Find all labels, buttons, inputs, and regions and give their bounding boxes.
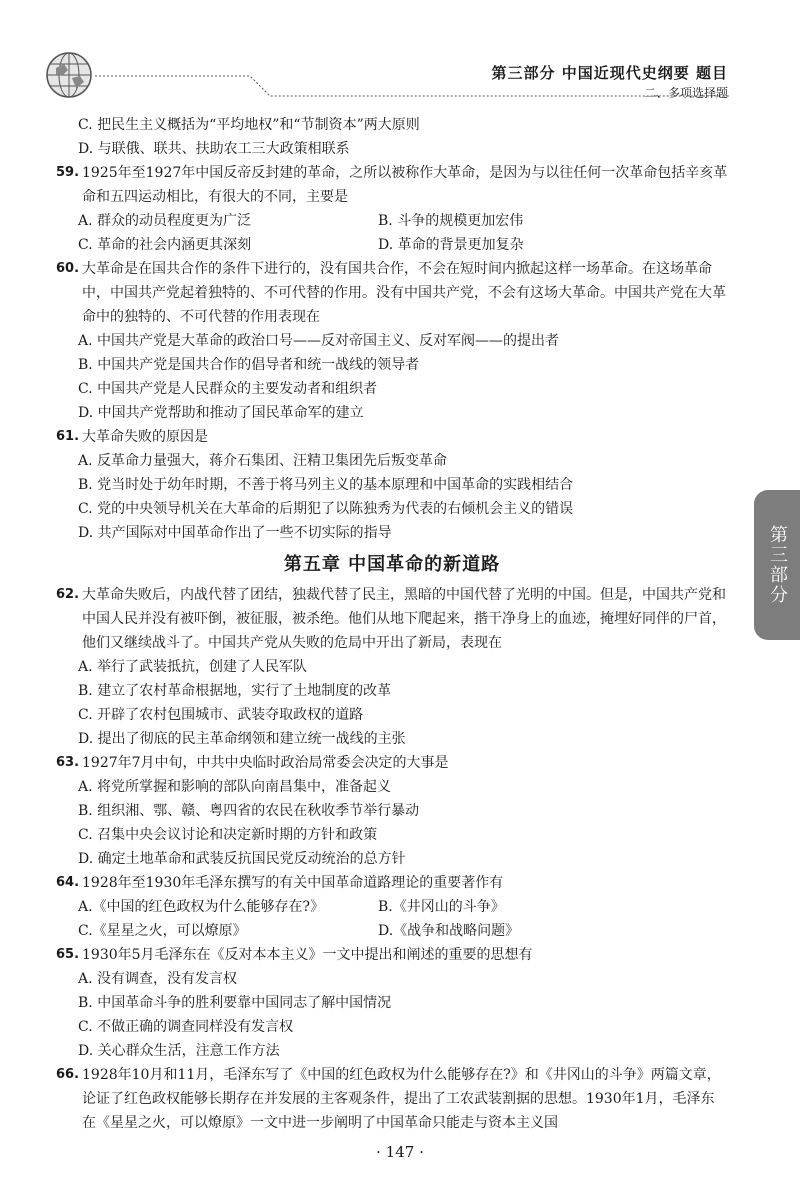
option-c: C. 中国共产党是人民群众的主要发动者和组织者 bbox=[78, 381, 378, 397]
question-66 bbox=[56, 1063, 728, 1135]
option-d: D. 革命的背景更加复杂 bbox=[378, 237, 524, 253]
option-d: D. 确定土地革命和武装反抗国民党反动统治的总方针 bbox=[78, 851, 406, 867]
page-number: · 147 · bbox=[376, 1143, 424, 1161]
option-c: C.《星星之火，可以燎原》 bbox=[78, 923, 247, 939]
option-d: D. 中国共产党帮助和推动了国民革命军的建立 bbox=[78, 405, 364, 421]
question-stem: 大革命失败的原因是 bbox=[82, 429, 208, 445]
header-subtitle: 二、多项选择题 bbox=[643, 86, 728, 100]
option-b: B. 党当时处于幼年时期，不善于将马列主义的基本原理和中国革命的实践相结合 bbox=[78, 477, 574, 493]
question-60 bbox=[56, 257, 728, 329]
option-c: C. 召集中央会议讨论和决定新时期的方针和政策 bbox=[78, 827, 378, 843]
option-b: B. 中国革命斗争的胜利要靠中国同志了解中国情况 bbox=[78, 995, 392, 1011]
option-a: A. 没有调查，没有发言权 bbox=[78, 971, 238, 987]
section-side-tab bbox=[754, 490, 800, 640]
question-stem: 1925年至1927年中国反帝反封建的革命，之所以被称作大革命，是因为与以往任何一次革命包括辛亥革命和五四运动相比，有很大的不同，主要是 bbox=[82, 165, 728, 205]
option-c: C. 开辟了农村包围城市、武装夺取政权的道路 bbox=[78, 707, 364, 723]
question-stem: 大革命是在国共合作的条件下进行的，没有国共合作，不会在短时间内掀起这样一场革命。在这场革命中，中国共产党起着独特的、不可代替的作用。没有中国共产党，不会有这场大革命。中国共产党在大革命中的独特的、不可代替的作用表现在 bbox=[82, 261, 726, 325]
question-64 bbox=[56, 871, 728, 895]
question-65 bbox=[56, 943, 728, 967]
question-stem: 1928年至1930年毛泽东撰写的有关中国革命道路理论的重要著作有 bbox=[82, 875, 504, 891]
options-row bbox=[56, 919, 728, 943]
question-number: 66. bbox=[56, 1067, 80, 1082]
option-a: A. 举行了武装抵抗，创建了人民军队 bbox=[78, 659, 308, 675]
option-d: D. 与联俄、联共、扶助农工三大政策相联系 bbox=[78, 141, 350, 157]
page-content bbox=[56, 113, 728, 1135]
question-number: 63. bbox=[56, 755, 80, 770]
question-62 bbox=[56, 583, 728, 655]
option-a: A. 群众的动员程度更为广泛 bbox=[78, 213, 252, 229]
question-59 bbox=[56, 161, 728, 209]
options-row bbox=[56, 209, 728, 233]
option-c: C. 党的中央领导机关在大革命的后期犯了以陈独秀为代表的右倾机会主义的错误 bbox=[78, 501, 574, 517]
question-61 bbox=[56, 425, 728, 449]
option-a: A.《中国的红色政权为什么能够存在?》 bbox=[78, 899, 325, 915]
option-c: C. 革命的社会内涵更其深刻 bbox=[78, 237, 252, 253]
question-number: 64. bbox=[56, 875, 80, 890]
question-63 bbox=[56, 751, 728, 775]
question-number: 65. bbox=[56, 947, 80, 962]
question-number: 62. bbox=[56, 587, 80, 602]
question-stem: 1930年5月毛泽东在《反对本本主义》一文中提出和阐述的重要的思想有 bbox=[82, 947, 533, 963]
option-d: D. 关心群众生活，注意工作方法 bbox=[78, 1043, 280, 1059]
question-stem: 1927年7月中旬，中共中央临时政治局常委会决定的大事是 bbox=[82, 755, 449, 771]
option-d: D.《战争和战略问题》 bbox=[378, 923, 520, 939]
option-c: C. 不做正确的调查同样没有发言权 bbox=[78, 1019, 294, 1035]
options-row bbox=[56, 233, 728, 257]
option-c: C. 把民生主义概括为“平均地权”和“节制资本”两大原则 bbox=[78, 117, 420, 133]
option-b: B. 组织湘、鄂、赣、粤四省的农民在秋收季节举行暴动 bbox=[78, 803, 420, 819]
option-b: B. 建立了农村革命根据地，实行了土地制度的改革 bbox=[78, 683, 392, 699]
question-number: 60. bbox=[56, 261, 80, 276]
option-b: B. 中国共产党是国共合作的倡导者和统一战线的领导者 bbox=[78, 357, 420, 373]
side-tab-label: 第三部分 bbox=[767, 525, 788, 605]
option-d: D. 提出了彻底的民主革命纲领和建立统一战线的主张 bbox=[78, 731, 406, 747]
question-stem: 1928年10月和11月，毛泽东写了《中国的红色政权为什么能够存在?》和《井冈山的斗争》两篇文章，论证了红色政权能够长期存在并发展的主客观条件，提出了工农武装割据的思想。1930年1月，毛泽东在《星星之火，可以燎原》一文中进一步阐明了中国革命只能走与资本主义国 bbox=[82, 1067, 721, 1131]
header-title: 第三部分 中国近现代史纲要 题目 bbox=[491, 64, 728, 82]
option-d: D. 共产国际对中国革命作出了一些不切实际的指导 bbox=[78, 525, 392, 541]
globe-icon bbox=[44, 50, 94, 100]
question-stem: 大革命失败后，内战代替了团结，独裁代替了民主，黑暗的中国代替了光明的中国。但是，中国共产党和中国人民并没有被吓倒，被征服，被杀绝。他们从地下爬起来，揩干净身上的血迹，掩埋好同伴的尸首，他们又继续战斗了。中国共产党从失败的危局中开出了新局，表现在 bbox=[82, 587, 726, 651]
chapter-heading: 第五章 中国革命的新道路 bbox=[283, 554, 501, 575]
option-a: A. 将党所掌握和影响的部队向南昌集中，准备起义 bbox=[78, 779, 392, 795]
options-row bbox=[56, 895, 728, 919]
option-a: A. 中国共产党是大革命的政治口号——反对帝国主义、反对军阀——的提出者 bbox=[78, 333, 560, 349]
option-b: B.《井冈山的斗争》 bbox=[378, 899, 505, 915]
question-number: 59. bbox=[56, 165, 80, 180]
option-b: B. 斗争的规模更加宏伟 bbox=[378, 213, 524, 229]
option-a: A. 反革命力量强大，蒋介石集团、汪精卫集团先后叛变革命 bbox=[78, 453, 448, 469]
question-number: 61. bbox=[56, 429, 80, 444]
